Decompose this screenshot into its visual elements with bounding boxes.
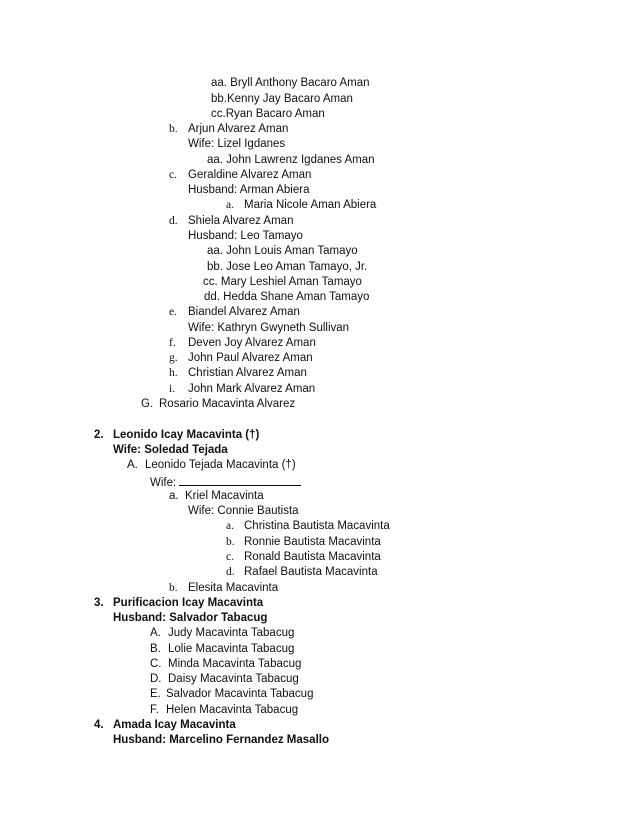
list-item: h. Christian Alvarez Aman [169,367,307,379]
list-item: 2. Leonido Icay Macavinta (†) [94,429,260,441]
list-item: dd. Hedda Shane Aman Tamayo [204,291,370,303]
list-item: a. Kriel Macavinta [169,490,264,502]
list-item: a. Maria Nicole Aman Abiera [226,199,377,211]
list-item: Wife: Soledad Tejada [113,444,228,456]
list-item: cc. Mary Leshiel Aman Tamayo [203,276,362,288]
list-item: e. Biandel Alvarez Aman [169,306,300,318]
blank-line [179,474,301,486]
list-item: C. Minda Macavinta Tabacug [150,658,302,670]
list-item: G. Rosario Macavinta Alvarez [141,398,296,410]
list-item: c. Geraldine Alvarez Aman [169,169,312,181]
list-item: 4. Amada Icay Macavinta [94,719,236,731]
list-item: aa. Bryll Anthony Bacaro Aman [211,77,370,89]
list-item: Wife: Kathryn Gwyneth Sullivan [188,322,350,334]
list-item: Husband: Leo Tamayo [188,230,303,242]
list-item: bb.Kenny Jay Bacaro Aman [211,93,353,105]
list-item: F. Helen Macavinta Tabacug [150,704,299,716]
list-item: b. Arjun Alvarez Aman [169,123,289,135]
list-item: b. Ronnie Bautista Macavinta [226,536,381,548]
list-item: Wife: [150,474,301,491]
list-item: Husband: Arman Abiera [188,184,310,196]
list-item: B. Lolie Macavinta Tabacug [150,643,295,655]
list-item: b. Elesita Macavinta [169,582,279,594]
list-item: Wife: Connie Bautista [188,505,299,517]
list-item: d. Shiela Alvarez Aman [169,215,294,227]
list-item: A. Judy Macavinta Tabacug [150,627,295,639]
list-item: d. Rafael Bautista Macavinta [226,566,378,578]
list-item: Husband: Marcelino Fernandez Masallo [113,734,329,746]
list-item: i. John Mark Alvarez Aman [169,383,316,395]
list-item: c. Ronald Bautista Macavinta [226,551,381,563]
list-item: Wife: Lizel Igdanes [188,138,286,150]
list-item: cc.Ryan Bacaro Aman [211,108,325,120]
list-item: D. Daisy Macavinta Tabacug [150,673,299,685]
list-item: E. Salvador Macavinta Tabacug [150,688,314,700]
list-item: Husband: Salvador Tabacug [113,612,268,624]
list-item: aa. John Lawrenz Igdanes Aman [207,154,375,166]
list-item: g. John Paul Alvarez Aman [169,352,313,364]
list-item: bb. Jose Leo Aman Tamayo, Jr. [207,261,368,273]
list-item: aa. John Louis Aman Tamayo [207,245,358,257]
list-item: f. Deven Joy Alvarez Aman [169,337,316,349]
list-item: a. Christina Bautista Macavinta [226,520,390,532]
list-item: A. Leonido Tejada Macavinta (†) [127,459,296,471]
list-item: 3. Purificacion Icay Macavinta [94,597,264,609]
